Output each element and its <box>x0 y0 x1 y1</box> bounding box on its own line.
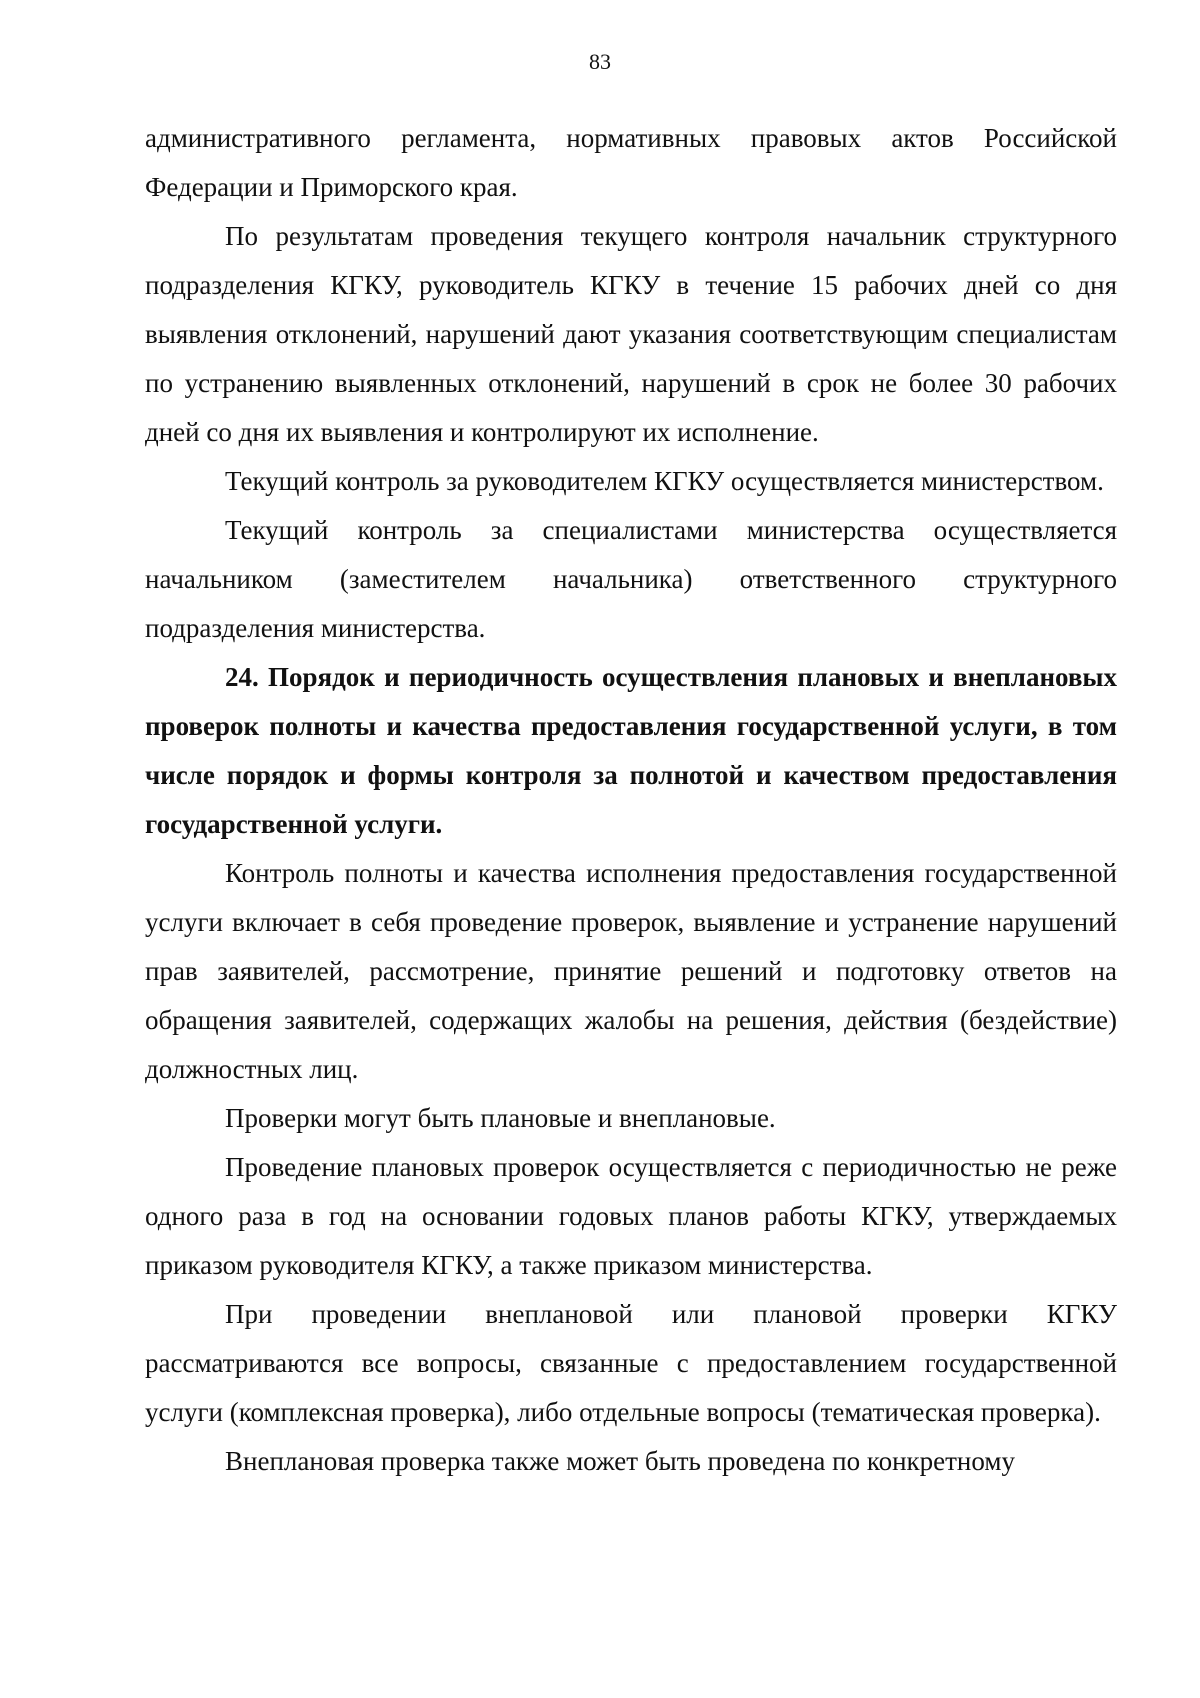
paragraph: Проведение плановых проверок осуществляется с периодичностью не реже одного раза в год на основании годовых планов работы КГКУ, утверждаемых приказом руководителя КГКУ, а также приказом министерства. <box>145 1152 1117 1280</box>
document-body <box>145 114 1117 1486</box>
paragraph: По результатам проведения текущего контроля начальник структурного подразделения КГКУ, руководитель КГКУ в течение 15 рабочих дней со дня выявления отклонений, нарушений дают указания соответствующим специалистам по устранению выявленных отклонений, нарушений в срок не более 30 рабочих дней со дня их выявления и контролируют их исполнение. <box>145 221 1117 447</box>
section-heading: 24. Порядок и периодичность осуществления плановых и внеплановых проверок полноты и качества предоставления государственной услуги, в том числе порядок и формы контроля за полнотой и качеством предоставления государственной услуги. <box>145 662 1117 839</box>
paragraph: Текущий контроль за руководителем КГКУ осуществляется министерством. <box>225 466 1104 496</box>
paragraph: Контроль полноты и качества исполнения предоставления государственной услуги включает в себя проведение проверок, выявление и устранение нарушений прав заявителей, рассмотрение, принятие решений и подготовку ответов на обращения заявителей, содержащих жалобы на решения, действия (бездействие) должностных лиц. <box>145 858 1117 1084</box>
paragraph: Проверки могут быть плановые и внеплановые. <box>225 1103 776 1133</box>
paragraph: Текущий контроль за специалистами министерства осуществляется начальником (заместителем начальника) ответственного структурного подразделения министерства. <box>145 515 1117 643</box>
paragraph: При проведении внеплановой или плановой проверки КГКУ рассматриваются все вопросы, связанные с предоставлением государственной услуги (комплексная проверка), либо отдельные вопросы (тематическая проверка). <box>145 1299 1117 1427</box>
page-number: 83 <box>589 49 611 74</box>
paragraph: административного регламента, нормативных правовых актов Российской Федерации и Приморского края. <box>145 123 1117 202</box>
paragraph: Внеплановая проверка также может быть проведена по конкретному <box>225 1446 1015 1476</box>
